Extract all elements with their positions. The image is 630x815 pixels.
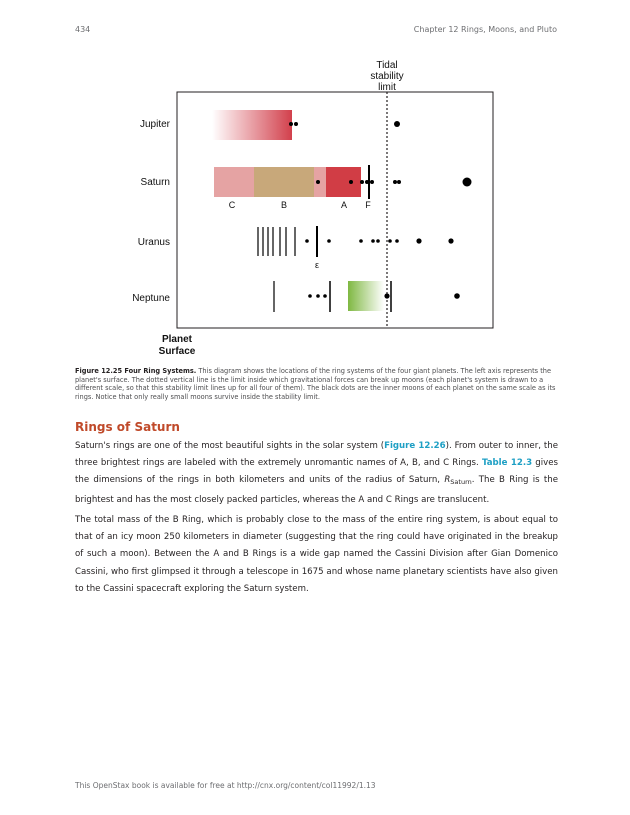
uranus-moon xyxy=(305,239,309,243)
epsilon-label: ε xyxy=(314,260,320,270)
axis-label-planet: Planet xyxy=(161,334,193,345)
saturn-moon xyxy=(393,180,397,184)
saturn-moon xyxy=(397,180,401,184)
neptune-moon xyxy=(316,294,320,298)
saturn-ring-a xyxy=(326,167,361,197)
saturn-moon xyxy=(370,180,374,184)
neptune-moon xyxy=(323,294,327,298)
saturn-moon xyxy=(463,178,472,187)
table-link[interactable]: Table 12.3 xyxy=(481,458,533,469)
planet-label-neptune: Neptune xyxy=(132,293,170,304)
neptune-moon xyxy=(384,293,389,298)
r-symbol: R xyxy=(444,475,451,486)
saturn-moon xyxy=(316,180,320,184)
section-heading: Rings of Saturn xyxy=(75,420,180,434)
r-subscript: Saturn xyxy=(450,478,472,487)
para1-text-1: Saturn's rings are one of the most beautiful sights in the solar system ( xyxy=(75,441,385,451)
footer-text: This OpenStax book is available for free at http://cnx.org/content/col11992/1.13 xyxy=(75,781,376,790)
figure-link[interactable]: Figure 12.26 xyxy=(384,441,446,451)
planet-label-saturn: Saturn xyxy=(140,177,170,188)
saturn-moon xyxy=(360,180,364,184)
neptune-moon xyxy=(454,293,460,299)
uranus-moon xyxy=(388,239,392,243)
uranus-moon xyxy=(371,239,375,243)
paragraph-1 xyxy=(75,438,558,509)
tidal-label-line2: stability xyxy=(370,71,404,82)
saturn-ring-b xyxy=(254,167,314,197)
jupiter-moon xyxy=(294,122,298,126)
para1-text-2: ). From outer to inner, the three brightest rings are labeled with the extremely unromantic names of A, B, and C Rings. xyxy=(75,441,558,469)
jupiter-moon xyxy=(394,121,400,127)
neptune-ring-arc-region xyxy=(348,281,384,311)
uranus-moon xyxy=(376,239,380,243)
figure-caption xyxy=(75,367,557,401)
page-number: 434 xyxy=(75,25,91,34)
axis-label-surface: Surface xyxy=(158,346,196,357)
paragraph-2: The total mass of the B Ring, which is probably close to the mass of the entire ring system, is about equal to that of an icy moon 250 kilometers in diameter (suggesting that the ring could have originated in the breakup of such a moon). Between the A and B Rings is a wide gap named the Cassini Division after Gian Domenico Cassini, who first glimpsed it through a telescope in 1675 and whose name planetary scientists have also given to the Cassini spacecraft exploring the Saturn system. xyxy=(75,515,558,594)
saturn-ring-c xyxy=(214,167,254,197)
jupiter-moon xyxy=(289,122,293,126)
uranus-moon xyxy=(359,239,363,243)
planet-label-uranus: Uranus xyxy=(137,237,170,248)
chapter-title: Chapter 12 Rings, Moons, and Pluto xyxy=(413,25,557,34)
ring-systems-diagram xyxy=(0,0,630,360)
uranus-moon xyxy=(327,239,331,243)
saturn-moon xyxy=(365,180,369,184)
uranus-moon xyxy=(448,238,453,243)
planet-label-jupiter: Jupiter xyxy=(139,119,170,130)
ring-label-f: F xyxy=(365,200,371,210)
uranus-moon xyxy=(395,239,399,243)
ring-label-b: B xyxy=(280,200,288,210)
caption-label: Figure 12.25 Four Ring Systems. xyxy=(75,367,197,375)
ring-label-a: A xyxy=(340,200,348,210)
saturn-moon xyxy=(349,180,353,184)
tidal-label-line1: Tidal xyxy=(376,60,398,71)
para1-text-4: . The B Ring is the brightest and has the most closely packed particles, whereas the A and C Rings are translucent. xyxy=(75,475,559,505)
uranus-moon xyxy=(416,238,421,243)
caption-text: This diagram shows the locations of the ring systems of the four giant planets. The left axis represents the planet's surface. The dotted vertical line is the limit inside which gravitational forces can break up moons (each planet's system is drawn to a different scale, so that this stability limit lines up for all four of them). The black dots are the inner moons of each planet on the same scale as its rings. Notice that only really small moons survive inside the stability limit. xyxy=(75,367,556,401)
para1-text-3: gives the dimensions of the rings in both kilometers and units of the radius of Saturn, xyxy=(75,458,558,486)
neptune-moon xyxy=(308,294,312,298)
ring-label-c: C xyxy=(228,200,236,210)
tidal-label-line3: limit xyxy=(378,82,396,93)
jupiter-ring xyxy=(212,110,292,140)
